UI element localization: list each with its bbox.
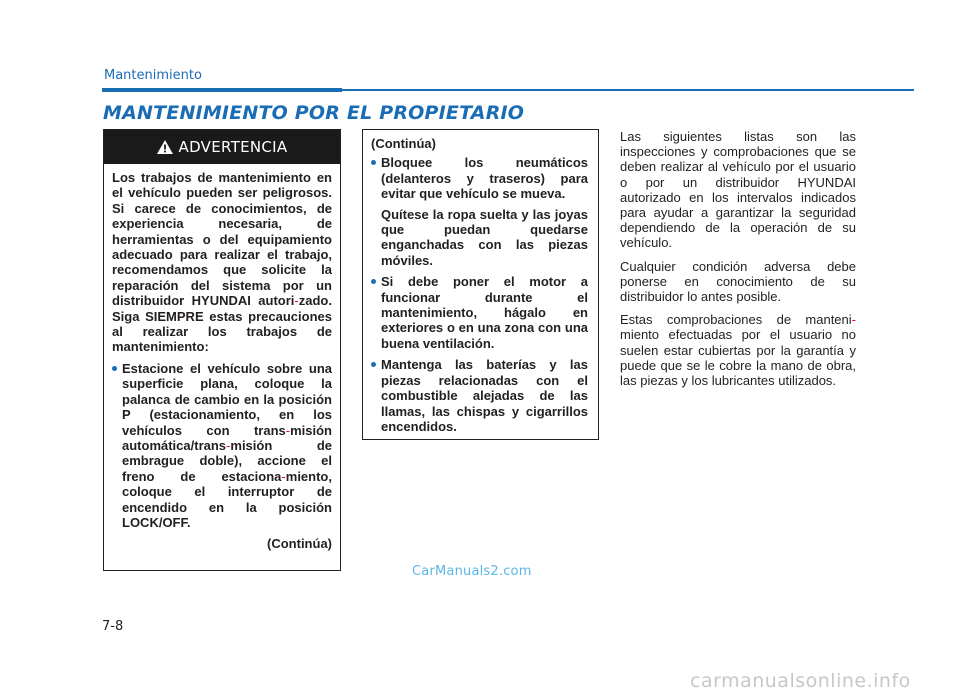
page-title: MANTENIMIENTO POR EL PROPIETARIO (103, 102, 525, 124)
bullet-dot-icon (371, 362, 376, 367)
list-item (371, 274, 588, 351)
intro-paragraph: Cualquier condición adversa debe ponerse en conocimiento de su distribuidor lo antes posible. (620, 258, 856, 305)
page-number: 7-8 (102, 619, 124, 634)
warning-intro: Los trabajos de mantenimiento en el vehículo pueden ser peligrosos. Si carece de conocimientos, de experiencia necesaria, de herramientas o del equipamiento adecuado para realizar el trabajo, recomendamos que solicite la reparación del sistema por un distribuidor HYUNDAI autori-zado. Siga SIEMPRE estas precauciones al realizar los trabajos de mantenimiento: (112, 170, 332, 355)
continued-bullet-text: Si debe poner el motor a funcionar durante el mantenimiento, hágalo en exteriores o en una zona con una buena ventilación. (381, 274, 588, 351)
warning-bullet-text: Estacione el vehículo sobre una superficie plana, coloque la palanca de cambio en la posición P (estacionamiento, en los vehículos con trans-misión automática/trans-misión de embrague doble), accione el freno de estaciona-miento, coloque el interruptor de encendido en la posición LOCK/OFF. (122, 360, 332, 530)
watermark-link[interactable]: CarManuals2.com (412, 564, 532, 579)
warning-triangle-icon (157, 140, 173, 154)
warning-label: ADVERTENCIA (178, 138, 288, 156)
warning-header (104, 130, 340, 164)
continued-bullet-subtext: Quítese la ropa suelta y las joyas que puedan quedarse enganchadas con las piezas móviles. (381, 206, 588, 268)
intro-paragraph: Las siguientes listas son las inspecciones y comprobaciones que se deben realizar al vehículo por el usuario o por un distribuidor HYUNDAI autorizado en los intervalos indicados para ayudar a garantizar la seguridad dependiendo de la operación de su vehículo. (620, 129, 856, 251)
intro-paragraph: Estas comprobaciones de manteni-miento efectuadas por el usuario no suelen estar cubiertas por la garantía y puede que se le cobre la mano de obra, las piezas y los lubricantes utilizados. (620, 312, 856, 389)
header-rule-thin (342, 89, 914, 91)
header-rule-thick (102, 88, 342, 92)
bullet-dot-icon (112, 366, 117, 371)
list-item (371, 357, 588, 434)
bullet-dot-icon (371, 160, 376, 165)
continued-bullet-list (371, 155, 588, 434)
warning-bullet-list (112, 361, 332, 530)
continues-label: (Continúa) (267, 536, 332, 552)
footer-watermark: carmanualsonline.info (690, 670, 911, 692)
list-item (371, 155, 588, 268)
continued-bullet-text: Mantenga las baterías y las piezas relacionadas con el combustible alejadas de las llamas, las chispas y cigarrillos encendidos. (381, 357, 588, 434)
warning-box (103, 129, 341, 571)
continued-heading: (Continúa) (371, 136, 436, 151)
bullet-dot-icon (371, 279, 376, 284)
continued-body (363, 130, 598, 434)
list-item (112, 361, 332, 530)
section-label: Mantenimiento (104, 68, 202, 83)
continued-bullet-text: Bloquee los neumáticos (delanteros y traseros) para evitar que vehículo se mueva. (381, 155, 588, 202)
intro-column (620, 129, 856, 396)
warning-body (104, 164, 340, 552)
continued-box (362, 129, 599, 440)
